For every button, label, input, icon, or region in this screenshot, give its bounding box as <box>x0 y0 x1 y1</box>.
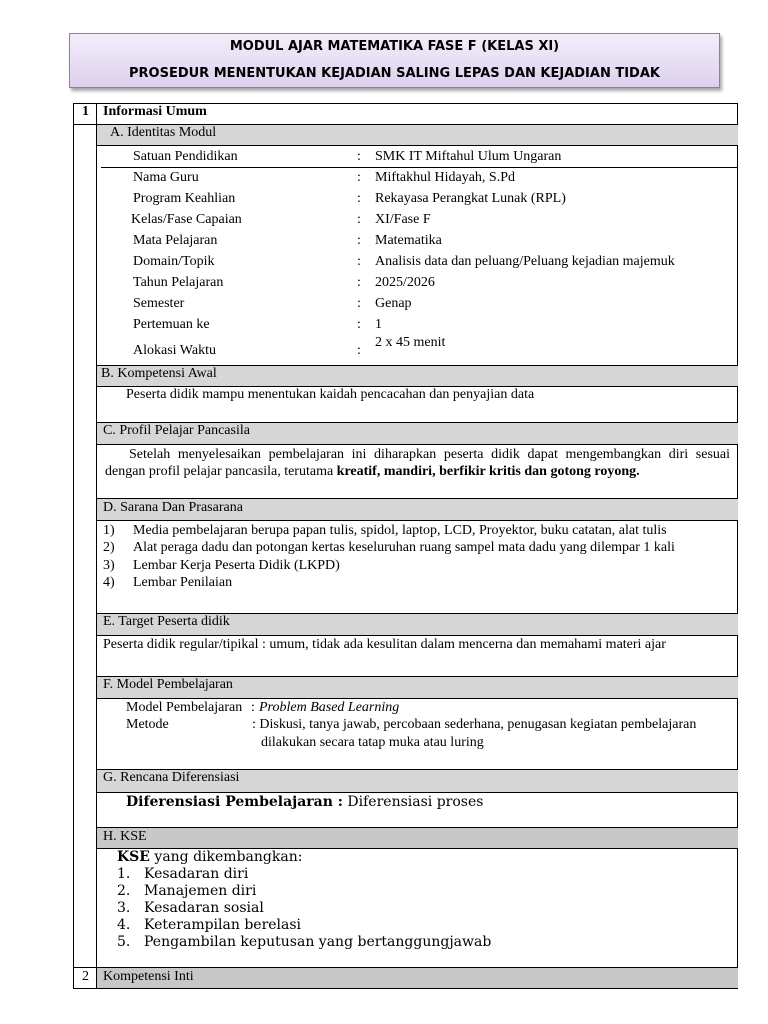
section-heading: C. Profil Pelajar Pancasila <box>103 423 250 438</box>
divider <box>73 967 97 968</box>
field-separator: : <box>357 149 361 164</box>
field-separator: : <box>357 170 361 185</box>
section-heading: F. Model Pembelajaran <box>103 677 233 692</box>
section-title: Kompetensi Inti <box>103 969 194 984</box>
field-label: Nama Guru <box>133 170 199 185</box>
list-number: 2) <box>103 540 115 555</box>
field-separator: : <box>357 317 361 332</box>
section-title: Informasi Umum <box>103 104 207 119</box>
field-value: Analisis data dan peluang/Peluang kejadian majemuk <box>375 254 675 269</box>
section-heading: B. Kompetensi Awal <box>101 366 217 381</box>
list-item: Manajemen diri <box>144 883 257 899</box>
list-number: 4. <box>117 917 131 933</box>
field-value: Rekayasa Perangkat Lunak (RPL) <box>375 191 566 206</box>
list-number: 1. <box>117 866 131 882</box>
profil-text-bold: kreatif, mandiri, berfikir kritis dan gotong royong. <box>336 464 640 479</box>
section-number: 2 <box>82 969 89 984</box>
field-value: Genap <box>375 296 412 311</box>
field-label: Mata Pelajaran <box>133 233 218 248</box>
field-label: Satuan Pendidikan <box>133 149 238 164</box>
field-label: Tahun Pelajaran <box>133 275 224 290</box>
section-heading: H. KSE <box>103 829 147 844</box>
model-separator: : <box>251 700 255 715</box>
list-number: 2. <box>117 883 131 899</box>
field-separator: : <box>357 191 361 206</box>
section-header-kse <box>97 827 738 849</box>
kse-intro-bold: KSE <box>117 849 150 865</box>
field-value: Miftakhul Hidayah, S.Pd <box>375 170 515 185</box>
list-item: Pengambilan keputusan yang bertanggungjawab <box>144 934 492 950</box>
field-value: 2025/2026 <box>375 275 435 290</box>
diferensiasi-line <box>126 794 483 810</box>
field-label: Kelas/Fase Capaian <box>131 212 242 227</box>
field-label: Domain/Topik <box>133 254 215 269</box>
diferensiasi-value: Diferensiasi proses <box>342 794 484 810</box>
list-number: 3. <box>117 900 131 916</box>
model-value: Problem Based Learning <box>259 700 400 715</box>
field-label: Semester <box>133 296 185 311</box>
field-separator: : <box>357 275 361 290</box>
section-number: 1 <box>82 104 89 119</box>
section-heading: A. Identitas Modul <box>110 125 217 140</box>
field-separator: : <box>357 343 361 358</box>
profil-text: Setelah menyelesaikan pembelajaran ini diharapkan peserta didik dapat mengembangkan diri sesuai dengan profil pelajar pancasila, terutama <box>105 447 730 479</box>
divider <box>101 167 738 168</box>
metode-value: : Diskusi, tanya jawab, percobaan sederhana, penugasan kegiatan pembelajaran <box>252 717 697 732</box>
section-text: Peserta didik mampu menentukan kaidah pencacahan dan penyajian data <box>126 387 535 402</box>
diferensiasi-label: Diferensiasi Pembelajaran : <box>126 794 343 810</box>
model-label: Model Pembelajaran <box>126 700 243 715</box>
list-number: 4) <box>103 575 115 590</box>
field-label: Pertemuan ke <box>133 317 210 332</box>
field-separator: : <box>357 212 361 227</box>
list-item: Media pembelajaran berupa papan tulis, spidol, laptop, LCD, Proyektor, buku catatan, alat tulis <box>133 523 667 538</box>
field-value: Matematika <box>375 233 442 248</box>
module-title-line1: MODUL AJAR MATEMATIKA FASE F (KELAS XI) <box>229 39 560 54</box>
number-column-divider <box>96 103 97 989</box>
module-title-box <box>69 33 720 88</box>
list-item: Kesadaran diri <box>144 866 249 882</box>
field-value: XI/Fase F <box>375 212 431 227</box>
list-item: Alat peraga dadu dan potongan kertas keseluruhan ruang sampel mata dadu yang dilempar 1 kali <box>133 540 675 555</box>
metode-label: Metode <box>126 717 169 732</box>
list-item: Kesadaran sosial <box>144 900 264 916</box>
list-number: 3) <box>103 558 115 573</box>
list-number: 1) <box>103 523 115 538</box>
profil-paragraph <box>105 446 730 480</box>
section-heading: G. Rencana Diferensiasi <box>103 770 240 785</box>
field-separator: : <box>357 233 361 248</box>
field-label: Program Keahlian <box>133 191 236 206</box>
list-item: Lembar Kerja Peserta Didik (LKPD) <box>133 558 340 573</box>
section-text: Peserta didik regular/tipikal : umum, tidak ada kesulitan dalam mencerna dan memahami materi ajar <box>103 637 666 652</box>
section-heading: E. Target Peserta didik <box>103 614 230 629</box>
module-title-line2: PROSEDUR MENENTUKAN KEJADIAN SALING LEPAS DAN KEJADIAN TIDAK <box>129 66 660 81</box>
list-number: 5. <box>117 934 131 950</box>
metode-value-cont: dilakukan secara tatap muka atau luring <box>261 735 484 750</box>
list-item: Lembar Penilaian <box>133 575 233 590</box>
section-heading: D. Sarana Dan Prasarana <box>103 500 243 515</box>
kse-intro <box>117 849 302 865</box>
field-separator: : <box>357 296 361 311</box>
field-value: SMK IT Miftahul Ulum Ungaran <box>375 149 562 164</box>
field-value: 1 <box>375 317 382 332</box>
field-value: 2 x 45 menit <box>375 335 446 350</box>
list-item: Keterampilan berelasi <box>144 917 302 933</box>
field-label: Alokasi Waktu <box>133 343 216 358</box>
field-separator: : <box>357 254 361 269</box>
kse-intro-rest: yang dikembangkan: <box>149 849 303 865</box>
